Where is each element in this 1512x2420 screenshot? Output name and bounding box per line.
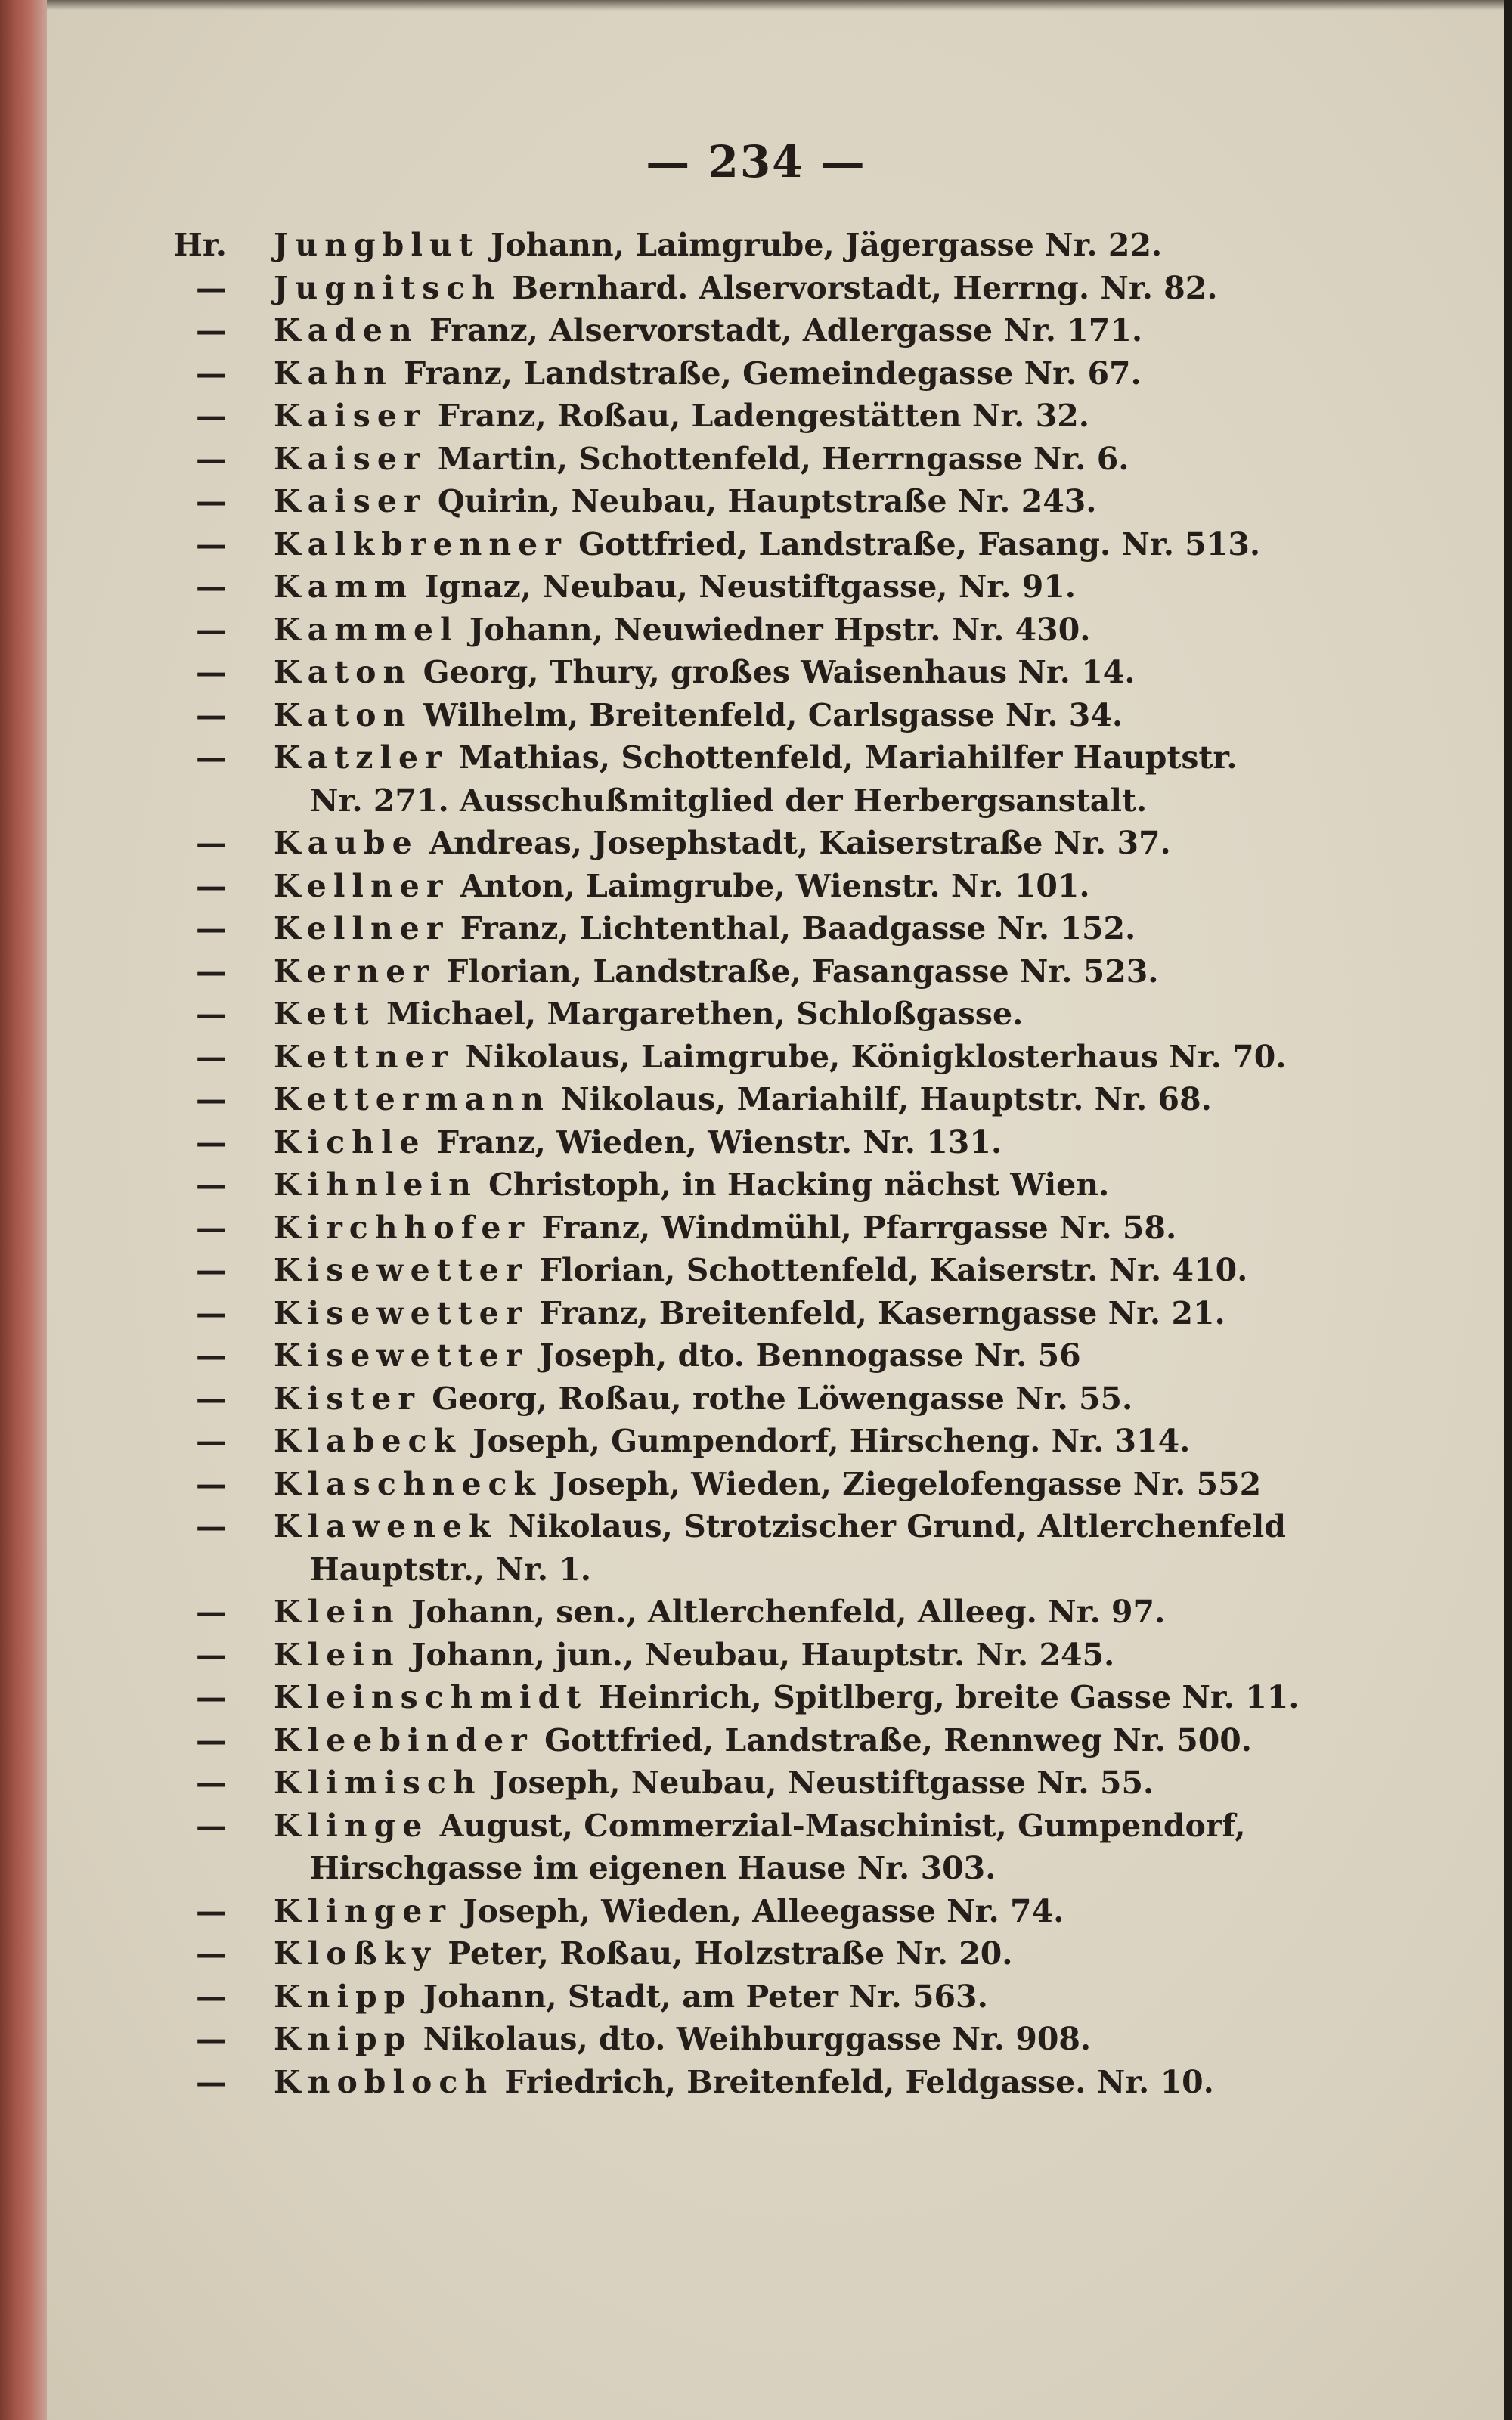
ditto-dash: — (196, 1978, 227, 2015)
ditto-dash: — (196, 1423, 227, 1459)
surname: Kett (274, 996, 376, 1032)
entry-details: Georg, Roßau, rothe Löwengasse Nr. 55. (420, 1380, 1133, 1417)
entry-line (274, 441, 1129, 477)
entry-details: Nikolaus, Mariahilf, Hauptstr. Nr. 68. (550, 1081, 1212, 1117)
entry-details: Johann, jun., Neubau, Hauptstr. Nr. 245. (400, 1636, 1115, 1673)
surname: Kleebinder (274, 1721, 534, 1758)
entry-line (274, 1765, 1154, 1801)
surname: Kerner (274, 953, 435, 990)
entry-details: Franz, Landstraße, Gemeindegasse Nr. 67. (392, 355, 1142, 392)
ditto-dash: — (196, 355, 227, 392)
entry-line (274, 1722, 1252, 1758)
entry-line (274, 1081, 1212, 1117)
ditto-dash: — (196, 867, 227, 904)
entry-details: Franz, Roßau, Ladengestätten Nr. 32. (426, 398, 1090, 434)
entry-details: Wilhelm, Breitenfeld, Carlsgasse Nr. 34. (412, 696, 1123, 733)
entry-line (274, 483, 1097, 519)
entry-line (274, 2021, 1091, 2057)
entry-details: Mathias, Schottenfeld, Mariahilfer Hauptstr. (448, 739, 1238, 776)
surname: Kaube (274, 825, 419, 861)
entry-details: Nikolaus, Laimgrube, Königklosterhaus Nr. 70. (454, 1038, 1287, 1075)
entry-details: Johann, Neuwiedner Hpstr. Nr. 430. (458, 611, 1091, 648)
ditto-dash: — (196, 1807, 227, 1844)
surname: Kalkbrenner (274, 525, 568, 562)
surname: Kettermann (274, 1081, 550, 1117)
surname: Kamm (274, 569, 414, 605)
ditto-dash: — (196, 1038, 227, 1075)
surname: Kellner (274, 867, 450, 904)
ditto-dash: — (196, 483, 227, 519)
surname: Klein (274, 1636, 401, 1673)
ditto-dash: — (196, 1892, 227, 1929)
entry-line (274, 654, 1136, 690)
surname: Klawenek (274, 1508, 497, 1545)
ditto-dash: — (196, 1679, 227, 1715)
entry-details: Martin, Schottenfeld, Herrngasse Nr. 6. (426, 440, 1129, 477)
surname: Kellner (274, 910, 450, 947)
ditto-dash: — (196, 1337, 227, 1374)
entry-line (274, 1466, 1261, 1502)
entry-details: Joseph, Gumpendorf, Hirscheng. Nr. 314. (461, 1423, 1191, 1459)
entry-continuation: Hauptstr., Nr. 1. (310, 1551, 592, 1588)
entry-line (274, 739, 1238, 776)
ditto-dash: — (196, 2063, 227, 2100)
surname: Kister (274, 1380, 421, 1417)
entry-line (274, 355, 1142, 392)
entry-details: Joseph, Wieden, Alleegasse Nr. 74. (451, 1892, 1064, 1929)
ditto-dash: — (196, 1252, 227, 1288)
entry-line (274, 910, 1136, 947)
entry-line (274, 1124, 1002, 1160)
surname: Kisewetter (274, 1252, 529, 1288)
ditto-dash: — (196, 1209, 227, 1246)
surname: Kleinschmidt (274, 1679, 588, 1715)
surname: Klein (274, 1594, 401, 1630)
entry-details: Johann, sen., Altlerchenfeld, Alleeg. Nr. 97. (400, 1594, 1166, 1630)
entry-line (274, 953, 1159, 990)
ditto-dash: — (196, 1081, 227, 1117)
surname: Kihnlein (274, 1167, 478, 1203)
surname: Klinge (274, 1807, 429, 1844)
ditto-dash: — (196, 1123, 227, 1160)
ditto-dash: — (196, 1636, 227, 1673)
entry-line (274, 1637, 1114, 1673)
title-prefix: Hr. (173, 227, 227, 263)
entry-line (274, 1380, 1132, 1417)
entry-line (274, 1508, 1286, 1545)
ditto-dash: — (196, 611, 227, 648)
surname: Klinger (274, 1892, 452, 1929)
entry-line (274, 1167, 1109, 1203)
ditto-dash: — (196, 1380, 227, 1417)
ditto-dash: — (196, 996, 227, 1032)
entry-details: Christoph, in Hacking nächst Wien. (477, 1167, 1110, 1203)
ditto-dash: — (196, 312, 227, 349)
surname: Kaiser (274, 483, 427, 519)
entry-line (274, 612, 1091, 648)
directory-entries (0, 227, 1504, 2162)
entry-details: Franz, Windmühl, Pfarrgasse Nr. 58. (531, 1209, 1177, 1246)
ditto-dash: — (196, 825, 227, 861)
entry-details: Heinrich, Spitlberg, breite Gasse Nr. 11. (587, 1679, 1300, 1715)
entry-line (274, 825, 1171, 861)
ditto-dash: — (196, 910, 227, 947)
ditto-dash: — (196, 739, 227, 776)
entry-details: Quirin, Neubau, Hauptstraße Nr. 243. (426, 483, 1097, 519)
entry-line (274, 1423, 1190, 1459)
entry-details: Franz, Lichtenthal, Baadgasse Nr. 152. (449, 910, 1136, 947)
surname: Jungblut (274, 227, 480, 263)
ditto-dash: — (196, 696, 227, 733)
entry-details: Michael, Margarethen, Schloßgasse. (375, 996, 1024, 1032)
surname: Kaiser (274, 398, 427, 434)
entry-details: Nikolaus, dto. Weihburggasse Nr. 908. (412, 2021, 1092, 2057)
entry-details: Florian, Schottenfeld, Kaiserstr. Nr. 410. (528, 1252, 1248, 1288)
entry-line (274, 1679, 1300, 1715)
ditto-dash: — (196, 269, 227, 306)
ditto-dash: — (196, 1935, 227, 1972)
surname: Klaschneck (274, 1465, 542, 1502)
entry-details: Gottfried, Landstraße, Rennweg Nr. 500. (533, 1721, 1253, 1758)
entry-line (274, 1935, 1013, 1972)
surname: Kirchhofer (274, 1209, 531, 1246)
surname: Klimisch (274, 1765, 482, 1801)
entry-details: Florian, Landstraße, Fasangasse Nr. 523. (435, 953, 1159, 990)
ditto-dash: — (196, 1508, 227, 1545)
entry-line (274, 1337, 1081, 1374)
entry-details: Joseph, Neubau, Neustiftgasse Nr. 55. (482, 1765, 1154, 1801)
surname: Knipp (274, 2021, 413, 2057)
entry-continuation: Hirschgasse im eigenen Hause Nr. 303. (310, 1850, 996, 1886)
entry-details: Franz, Breitenfeld, Kaserngasse Nr. 21. (528, 1294, 1225, 1331)
ditto-dash: — (196, 440, 227, 477)
entry-details: Friedrich, Breitenfeld, Feldgasse. Nr. 10. (494, 2063, 1214, 2100)
surname: Katon (274, 696, 413, 733)
entry-details: Franz, Wieden, Wienstr. Nr. 131. (426, 1123, 1002, 1160)
entry-line (274, 270, 1218, 306)
surname: Kisewetter (274, 1294, 529, 1331)
entry-details: Georg, Thury, großes Waisenhaus Nr. 14. (412, 654, 1136, 690)
ditto-dash: — (196, 1594, 227, 1630)
entry-line (274, 868, 1090, 904)
page-top-edge (47, 0, 1504, 11)
entry-line (274, 1210, 1176, 1246)
entry-line (274, 697, 1123, 733)
ditto-dash: — (196, 1765, 227, 1801)
entry-details: Joseph, Wieden, Ziegelofengasse Nr. 552 (541, 1465, 1262, 1502)
ditto-dash: — (196, 1294, 227, 1331)
entry-details: Peter, Roßau, Holzstraße Nr. 20. (436, 1935, 1013, 1972)
surname: Kammel (274, 611, 459, 648)
entry-details: Johann, Laimgrube, Jägergasse Nr. 22. (479, 227, 1163, 263)
entry-line (274, 312, 1142, 349)
surname: Kloßky (274, 1935, 437, 1972)
ditto-dash: — (196, 525, 227, 562)
ditto-dash: — (196, 1721, 227, 1758)
entry-line (274, 1594, 1165, 1630)
surname: Jugnitsch (274, 269, 502, 306)
ditto-dash: — (196, 2021, 227, 2057)
entry-line (274, 569, 1076, 605)
ditto-dash: — (196, 569, 227, 605)
surname: Kisewetter (274, 1337, 529, 1374)
surname: Knipp (274, 1978, 413, 2015)
surname: Kaiser (274, 440, 427, 477)
surname: Kichle (274, 1123, 426, 1160)
entry-line (274, 1893, 1064, 1929)
ditto-dash: — (196, 1167, 227, 1203)
ditto-dash: — (196, 1465, 227, 1502)
entry-details: Andreas, Josephstadt, Kaiserstraße Nr. 37. (418, 825, 1171, 861)
entry-details: Joseph, dto. Bennogasse Nr. 56 (528, 1337, 1081, 1374)
entry-details: Anton, Laimgrube, Wienstr. Nr. 101. (449, 867, 1090, 904)
entry-line (274, 1252, 1247, 1288)
page-number: — 234 — (646, 136, 866, 187)
entry-line (274, 1978, 988, 2015)
entry-line (274, 1039, 1287, 1075)
surname: Kettner (274, 1038, 455, 1075)
surname: Klabeck (274, 1423, 462, 1459)
entry-line (274, 398, 1089, 434)
entry-line (274, 1295, 1225, 1331)
entry-details: Johann, Stadt, am Peter Nr. 563. (412, 1978, 988, 2015)
entry-details: August, Commerzial-Maschinist, Gumpendorf, (429, 1807, 1246, 1844)
entry-continuation: Nr. 271. Ausschußmitglied der Herbergsanstalt. (310, 782, 1148, 819)
entry-line (274, 2064, 1214, 2100)
entry-line (274, 996, 1023, 1032)
ditto-dash: — (196, 953, 227, 990)
entry-line (274, 1808, 1245, 1844)
ditto-dash: — (196, 654, 227, 690)
surname: Kahn (274, 355, 393, 392)
surname: Katzler (274, 739, 448, 776)
entry-details: Bernhard. Alservorstadt, Herrng. Nr. 82. (501, 269, 1218, 306)
surname: Kaden (274, 312, 419, 349)
entry-line (274, 526, 1260, 562)
entry-details: Gottfried, Landstraße, Fasang. Nr. 513. (567, 525, 1261, 562)
entry-details: Nikolaus, Strotzischer Grund, Altlerchenfeld (497, 1508, 1286, 1545)
surname: Katon (274, 654, 413, 690)
entry-details: Ignaz, Neubau, Neustiftgasse, Nr. 91. (413, 569, 1077, 605)
surname: Knobloch (274, 2063, 494, 2100)
entry-details: Franz, Alservorstadt, Adlergasse Nr. 171. (418, 312, 1143, 349)
entry-line (274, 227, 1162, 263)
ditto-dash: — (196, 398, 227, 434)
